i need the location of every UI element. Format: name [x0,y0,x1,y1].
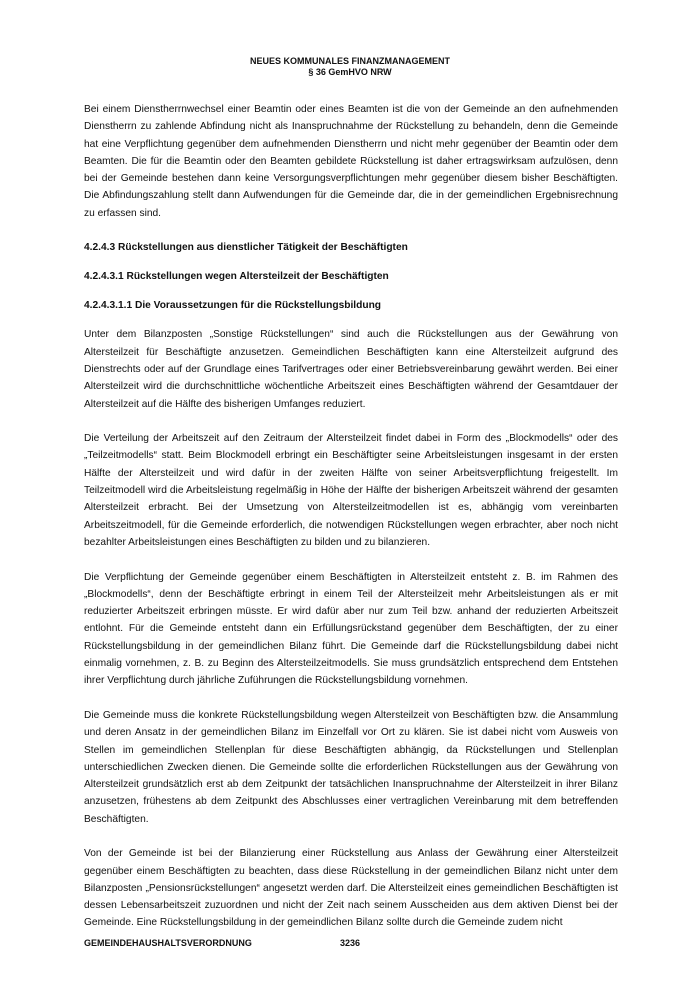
paragraph-1: Bei einem Dienstherrnwechsel einer Beamtin oder eines Beamten ist die von der Gemeinde an den aufnehmenden Dienstherrn zu zahlende Abfindung nicht als Inanspruchnahme der Rückstellung zu behandeln, denn die Gemeinde hat eine Verpflichtung gegenüber dem aufnehmenden Dienstherrn und nicht mehr gegenüber der Beamtin oder dem Beamten. Die für die Beamtin oder den Beamten gebildete Rückstellung ist daher ertragswirksam aufzulösen, denn bei der Gemeinde bestehen dann keine Versorgungsverpflichtungen mehr gegenüber diesem bisher Beschäftigten. Die Abfindungszahlung stellt dann Aufwendungen für die Gemeinde dar, die in der gemeindlichen Ergebnisrechnung zu erfassen sind. [84,104,618,219]
paragraph-2: Unter dem Bilanzposten „Sonstige Rückstellungen“ sind auch die Rückstellungen aus der Gewährung von Altersteilzeit für Beschäftigte anzusetzen. Gemeindlichen Beschäftigten kann eine Altersteilzeit aufgrund des Dienstrechts oder auf der Grundlage eines Tarifvertrages oder einer Betriebsvereinbarung gewährt werden. Bei einer Altersteilzeit wird die durchschnittliche wöchentliche Arbeitszeit eines Beschäftigten während der Gesamtdauer der Altersteilzeit auf die Hälfte des bisherigen Umfanges reduziert. [84,329,618,410]
footer-title: GEMEINDEHAUSHALTSVERORDNUNG [84,938,252,948]
paragraph-3: Die Verteilung der Arbeitszeit auf den Zeitraum der Altersteilzeit findet dabei in Form des „Blockmodells“ oder des „Teilzeitmodells“ statt. Beim Blockmodell erbringt ein Beschäftigter seine Arbeitsleistungen insgesamt in der ersten Hälfte der Altersteilzeit und wird dafür in der zweiten Hälfte von seiner Arbeitsverpflichtung freigestellt. Im Teilzeitmodell wird die Arbeitsleistung regelmäßig in Höhe der Hälfte der bisherigen Arbeitszeit während der gesamten Altersteilzeit erbracht. Bei der Umsetzung von Altersteilzeitmodellen ist es, abhängig vom vereinbarten Arbeitszeitmodell, für die Gemeinde erforderlich, die notwendigen Rückstellungen wegen erbrachter, aber noch nicht bezahlter Arbeitsleistungen eines Beschäftigten zu bilden und zu bilanzieren. [84,433,618,548]
heading-4-2-4-3: 4.2.4.3 Rückstellungen aus dienstlicher Tätigkeit der Beschäftigten [84,242,408,254]
paragraph-4: Die Verpflichtung der Gemeinde gegenüber einem Beschäftigten in Altersteilzeit entsteht z. B. im Rahmen des „Blockmodells“, denn der Beschäftigte erbringt in einem Teil der Altersteilzeit mehr Arbeitsleistungen als er mit reduzierter Arbeitszeit erbringen müsste. Er wird dafür aber nur zum Teil bzw. anhand der reduzierten Arbeitszeit entlohnt. Für die Gemeinde entsteht dann ein Erfüllungsrückstand gegenüber dem Beschäftigten, der zu einer Rückstellungsbildung in der gemeindlichen Bilanz führt. Die Gemeinde darf die Rückstellungsbildung dabei nicht einmalig vornehmen, z. B. zu Beginn des Altersteilzeitmodells. Sie muss grundsätzlich entsprechend dem Entstehen ihrer Verpflichtung durch jährliche Zuführungen die Rückstellungsbildung vornehmen. [84,571,618,687]
page-number: 3236 [340,938,361,948]
page-header [0,56,700,78]
header-title: NEUES KOMMUNALES FINANZMANAGEMENT [250,56,450,66]
heading-4-2-4-3-1-1: 4.2.4.3.1.1 Die Voraussetzungen für die Rückstellungsbildung [84,300,382,312]
heading-4-2-4-3-1: 4.2.4.3.1 Rückstellungen wegen Altersteilzeit der Beschäftigten [84,271,389,283]
header-section: § 36 GemHVO NRW [308,67,392,77]
page-footer [84,937,618,949]
paragraph-6: Von der Gemeinde ist bei der Bilanzierung einer Rückstellung aus Anlass der Gewährung einer Altersteilzeit gegenüber einem Beschäftigten zu beachten, dass diese Rückstellung in der gemeindlichen Bilanz nicht unter dem Bilanzposten „Pensionsrückstellungen“ angesetzt werden darf. Die Altersteilzeit eines gemeindlichen Beschäftigten ist dessen Lebensarbeitszeit zuzuordnen und nicht der Zeit nach seinem Ausscheiden aus dem aktiven Dienst bei der Gemeinde. Eine Rückstellungsbildung in der gemeindlichen Bilanz sollte durch die Gemeinde zudem nicht [84,848,618,929]
paragraph-5: Die Gemeinde muss die konkrete Rückstellungsbildung wegen Altersteilzeit von Beschäftigten bzw. die Ansammlung und deren Ansatz in der gemeindlichen Bilanz im Einzelfall vor Ort zu klären. Sie ist dabei nicht vom Ausweis von Stellen im gemeindlichen Stellenplan für diese Beschäftigten abhängig, da Rückstellungen und Stellenplan unterschiedlichen Zwecken dienen. Die Gemeinde sollte die erforderlichen Rückstellungen aus der Gewährung von Altersteilzeit grundsätzlich erst ab dem Zeitpunkt der tatsächlichen Inanspruchnahme der Altersteilzeit in ihrer Bilanz anzusetzen, frühestens ab dem Zeitpunkt des Abschlusses einer vertraglichen Vereinbarung mit dem betreffenden Beschäftigten. [84,709,618,825]
body-text [84,101,618,949]
